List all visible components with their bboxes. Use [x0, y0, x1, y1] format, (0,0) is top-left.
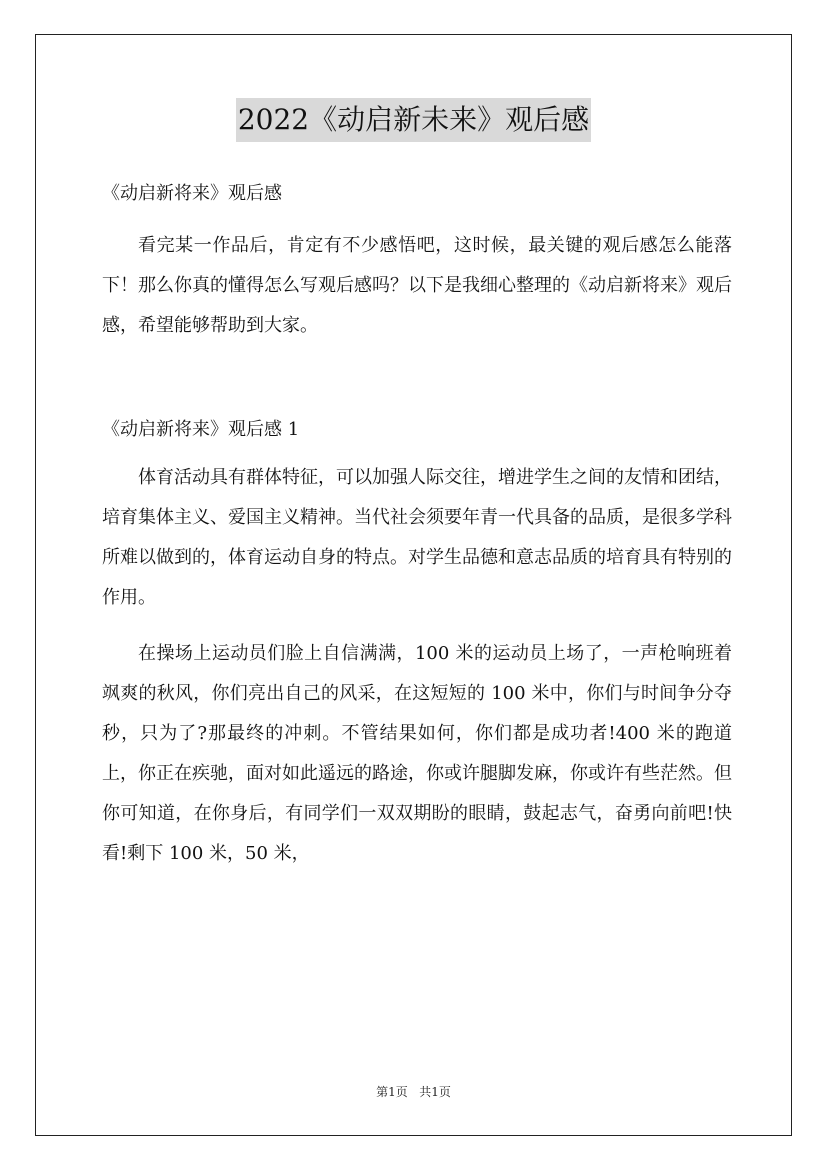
body-paragraph-2: 在操场上运动员们脸上自信满满，100 米的运动员上场了，一声枪响班着飒爽的秋风，你们亮出自己的风采，在这短短的 100 米中，你们与时间争分夺秒，只为了?那最终的冲刺。不管结果如何，你们都是成功者!400 米的跑道上，你正在疾驰，面对如此遥远的路途，你或许腿脚发麻，你或许有些茫然。但你可知道，在你身后，有同学们一双双期盼的眼睛，鼓起志气，奋勇向前吧!快看!剩下 100 米，50 米，: [102, 643, 732, 864]
body-paragraph-1: 体育活动具有群体特征，可以加强人际交往，增进学生之间的友情和团结，培育集体主义、爱国主义精神。当代社会须要年青一代具备的品质，是很多学科所难以做到的，体育运动自身的特点。对学生品德和意志品质的培育具有特别的作用。: [102, 467, 732, 608]
title-container: [0, 98, 827, 142]
section-title: 《动启新将来》观后感 1: [102, 419, 300, 440]
page-footer: [0, 1084, 827, 1100]
intro-paragraph: 看完某一作品后，肯定有不少感悟吧，这时候，最关键的观后感怎么能落下！那么你真的懂得怎么写观后感吗？以下是我细心整理的《动启新将来》观后感，希望能够帮助到大家。: [102, 235, 732, 336]
document-body: [102, 174, 732, 874]
document-title: 2022《动启新未来》观后感: [236, 98, 591, 142]
document-subtitle: 《动启新将来》观后感: [102, 183, 282, 204]
page-total: 共1页: [419, 1085, 451, 1099]
page-number: 第1页: [376, 1085, 408, 1099]
section-gap: [102, 346, 732, 410]
